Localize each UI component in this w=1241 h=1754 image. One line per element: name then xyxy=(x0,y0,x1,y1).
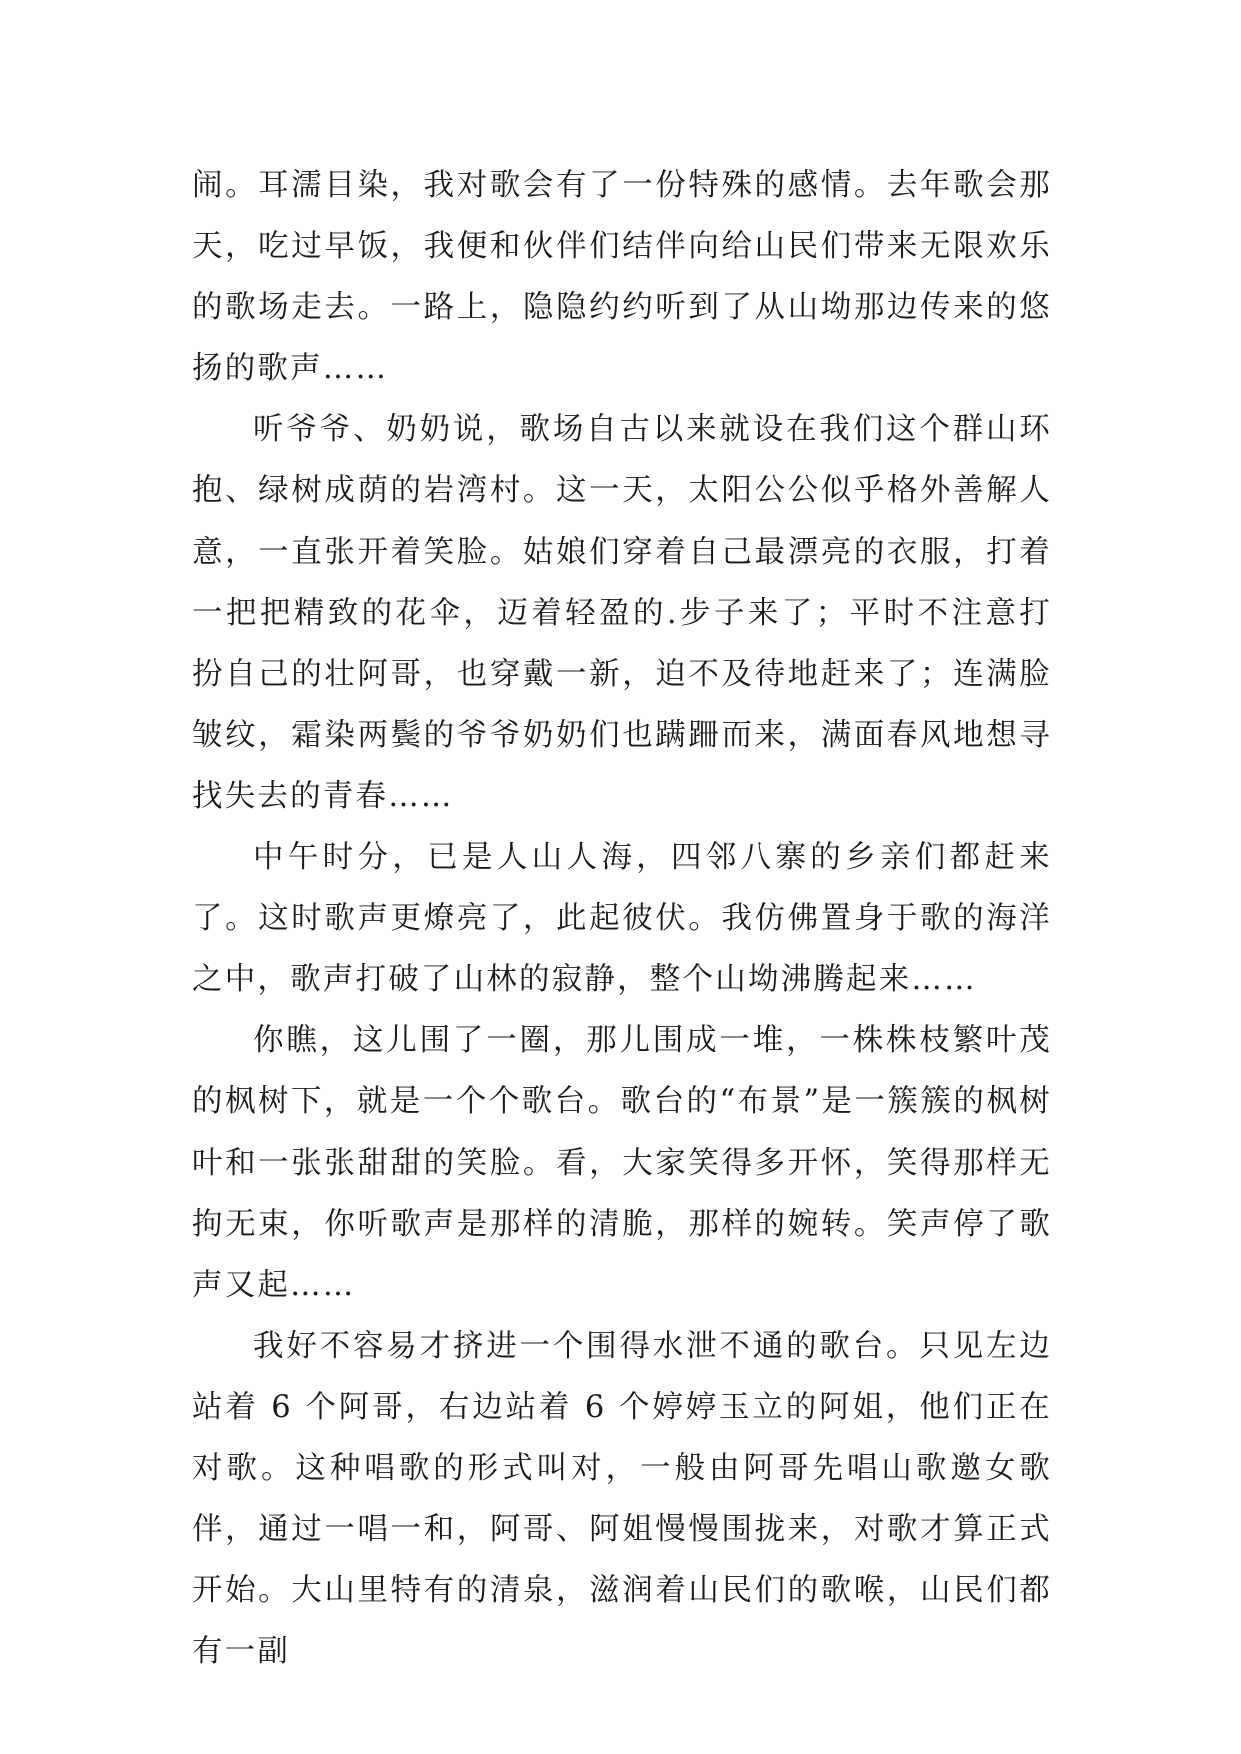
document-page xyxy=(192,155,1052,1682)
paragraph-3: 中午时分，已是人山人海，四邻八寨的乡亲们都赶来了。这时歌声更燎亮了，此起彼伏。我仿佛置身于歌的海洋之中，歌声打破了山林的寂静，整个山坳沸腾起来…… xyxy=(192,840,1052,998)
paragraph-2: 听爷爷、奶奶说，歌场自古以来就设在我们这个群山环抱、绿树成荫的岩湾村。这一天，太阳公公似乎格外善解人意，一直张开着笑脸。姑娘们穿着自己最漂亮的衣服，打着一把把精致的花伞，迈着轻盈的.步子来了；平时不注意打扮自己的壮阿哥，也穿戴一新，迫不及待地赶来了；连满脸皱纹，霜染两鬓的爷爷奶奶们也蹒跚而来，满面春风地想寻找失去的青春…… xyxy=(192,412,1052,814)
paragraph-1: 闹。耳濡目染，我对歌会有了一份特殊的感情。去年歌会那天，吃过早饭，我便和伙伴们结伴向给山民们带来无限欢乐的歌场走去。一路上，隐隐约约听到了从山坳那边传来的悠扬的歌声…… xyxy=(192,168,1052,387)
paragraph-5: 我好不容易才挤进一个围得水泄不通的歌台。只见左边站着 6 个阿哥，右边站着 6 个婷婷玉立的阿姐，他们正在对歌。这种唱歌的形式叫对，一般由阿哥先唱山歌邀女歌伴，通过一唱一和，阿哥、阿姐慢慢围拢来，对歌才算正式开始。大山里特有的清泉，滋润着山民们的歌喉，山民们都有一副 xyxy=(192,1328,1052,1670)
paragraph-4: 你瞧，这儿围了一圈，那儿围成一堆，一株株枝繁叶茂的枫树下，就是一个个歌台。歌台的“布景”是一簇簇的枫树叶和一张张甜甜的笑脸。看，大家笑得多开怀，笑得那样无拘无束，你听歌声是那样的清脆，那样的婉转。笑声停了歌声又起…… xyxy=(192,1023,1052,1303)
